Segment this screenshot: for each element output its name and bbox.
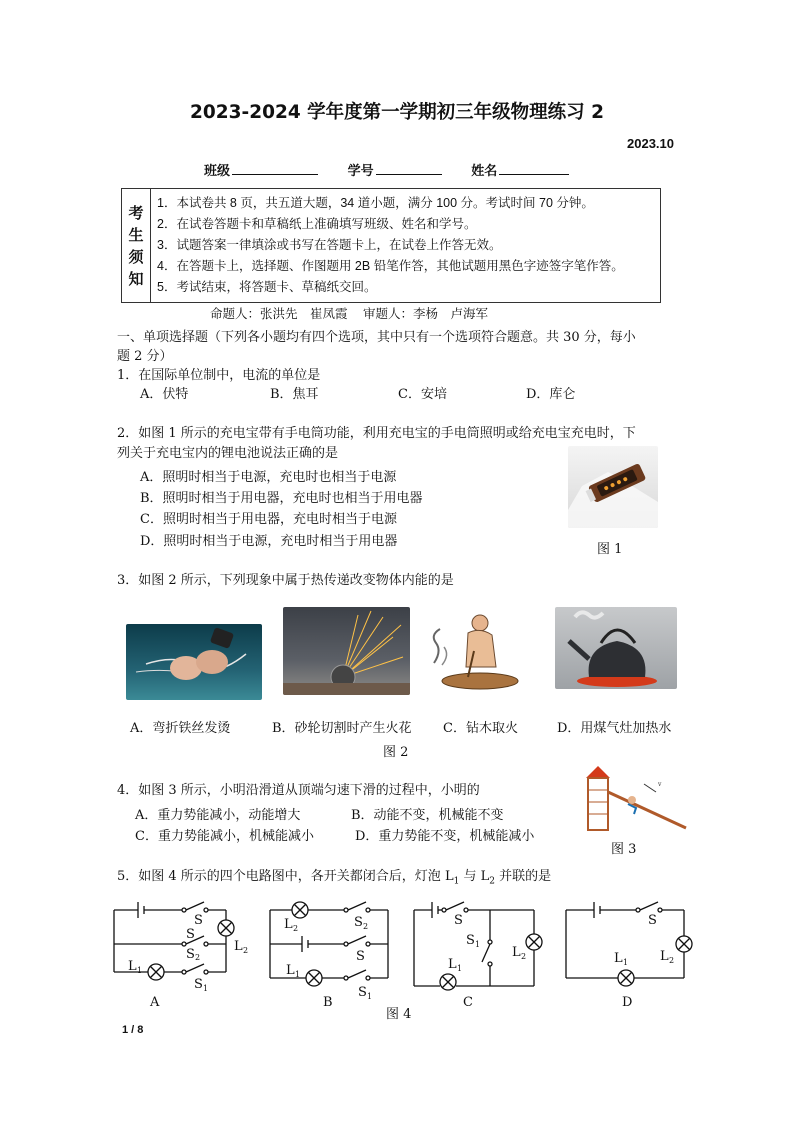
grinding-sparks-photo xyxy=(283,607,410,695)
svg-text:2: 2 xyxy=(521,952,527,961)
svg-text:2: 2 xyxy=(243,946,249,955)
svg-text:L: L xyxy=(284,917,293,932)
svg-text:L: L xyxy=(660,949,669,964)
notice-heading xyxy=(122,189,151,303)
notice-item: 2．在试卷答题卡和草稿纸上准确填写班级、姓名和学号。 xyxy=(157,217,477,231)
q4-option-b[interactable]: B．动能不变，机械能不变 xyxy=(351,808,504,823)
name-blank[interactable] xyxy=(499,162,569,175)
q5-sub-2: 2 xyxy=(489,876,495,887)
q4-option-a[interactable]: A．重力势能减小，动能增大 xyxy=(135,808,301,823)
notice-heading-char: 须 xyxy=(128,247,144,266)
q2-option-b[interactable]: B．照明时相当于用电器，充电时也相当于用电器 xyxy=(140,491,423,506)
svg-text:S: S xyxy=(648,913,657,928)
svg-text:1: 1 xyxy=(137,966,143,975)
notice-heading-char: 知 xyxy=(128,269,144,288)
q1-stem: 1．在国际单位制中，电流的单位是 xyxy=(117,368,321,383)
figure-3-caption: 图 3 xyxy=(611,842,637,857)
q3-option-d[interactable]: D．用煤气灶加热水 xyxy=(557,721,672,736)
notice-item: 3．试题答案一律填涂或书写在答题卡上，在试卷上作答无效。 xyxy=(157,238,502,252)
notice-item: 5．考试结束，将答题卡、草稿纸交回。 xyxy=(157,280,377,294)
exam-title: 2023-2024 学年度第一学期初三年级物理练习 2 xyxy=(190,102,604,123)
figure-4-caption: 图 4 xyxy=(386,1007,412,1022)
svg-text:S: S xyxy=(358,985,367,1000)
q5-stem-text: 并联的是 xyxy=(494,869,552,884)
circuit-a-label: A xyxy=(150,995,160,1010)
authors-line xyxy=(210,304,500,322)
q5-stem xyxy=(117,867,551,892)
svg-text:1: 1 xyxy=(475,940,481,949)
student-info-row xyxy=(204,160,595,179)
q2-option-c[interactable]: C．照明时相当于用电器，充电时相当于电源 xyxy=(140,512,397,527)
q2-stem-cont: 列关于充电宝内的锂电池说法正确的是 xyxy=(117,446,339,461)
q3-option-c[interactable]: C．钻木取火 xyxy=(443,721,518,736)
setters: 命题人：张洪先 崔凤霞 xyxy=(210,307,348,321)
svg-text:S: S xyxy=(454,913,463,928)
svg-text:L: L xyxy=(128,959,137,974)
circuit-diagrams xyxy=(108,898,708,1020)
svg-text:2: 2 xyxy=(195,953,201,962)
svg-text:2: 2 xyxy=(669,956,675,965)
q5-sub-1: 1 xyxy=(453,876,460,887)
q5-stem-text: 与 L xyxy=(459,869,490,884)
reviewers: 审题人：李杨 卢海军 xyxy=(363,307,489,321)
svg-text:1: 1 xyxy=(457,964,463,973)
class-blank[interactable] xyxy=(232,162,318,175)
q5-stem-text: 5．如图 4 所示的四个电路图中，各开关都闭合后，灯泡 L xyxy=(117,869,454,884)
q2-stem: 2．如图 1 所示的充电宝带有手电筒功能，利用充电宝的手电筒照明或给充电宝充电时，下 xyxy=(117,426,636,441)
id-label: 学号 xyxy=(347,163,374,178)
notice-heading-char: 生 xyxy=(128,225,144,244)
name-label: 姓名 xyxy=(471,163,498,178)
circuit-d-label: D xyxy=(622,995,633,1010)
q4-option-d[interactable]: D．重力势能不变，机械能减小 xyxy=(355,829,535,844)
q1-option-c[interactable]: C．安培 xyxy=(398,387,447,402)
svg-text:2: 2 xyxy=(293,924,299,933)
svg-text:L: L xyxy=(614,951,623,966)
svg-text:L: L xyxy=(234,939,243,954)
circuit-b-label: B xyxy=(323,995,333,1010)
slide-figure xyxy=(578,764,690,832)
figure-1-caption: 图 1 xyxy=(597,542,623,557)
svg-text:1: 1 xyxy=(367,992,373,1001)
svg-text:S: S xyxy=(466,933,475,948)
notice-list xyxy=(151,189,661,303)
q1-option-d[interactable]: D．库仑 xyxy=(526,387,576,402)
page-number: 1 / 8 xyxy=(122,1024,144,1036)
svg-text:1: 1 xyxy=(203,984,209,993)
svg-text:1: 1 xyxy=(295,970,301,979)
q3-option-b[interactable]: B．砂轮切割时产生火花 xyxy=(272,721,412,736)
bending-wire-photo xyxy=(126,624,262,700)
section1-heading: 一、单项选择题（下列各小题均有四个选项，其中只有一个选项符合题意。共 30 分，每小 xyxy=(117,330,636,345)
svg-text:S: S xyxy=(356,949,365,964)
q2-option-d[interactable]: D．照明时相当于电源，充电时相当于用电器 xyxy=(140,534,398,549)
power-bank-photo xyxy=(568,446,658,528)
q4-option-c[interactable]: C．重力势能减小，机械能减小 xyxy=(135,829,314,844)
svg-text:v: v xyxy=(658,781,662,788)
notice-item: 4．在答题卡上，选择题、作图题用 2B 铅笔作答，其他试题用黑色字迹签字笔作答。 xyxy=(157,259,624,273)
svg-text:S: S xyxy=(194,977,203,992)
notice-box xyxy=(121,188,661,303)
notice-item: 1．本试卷共 8 页，共五道大题，34 道小题，满分 100 分。考试时间 70 分钟。 xyxy=(157,196,594,210)
gas-stove-kettle-photo xyxy=(555,607,677,689)
q3-stem: 3．如图 2 所示，下列现象中属于热传递改变物体内能的是 xyxy=(117,573,454,588)
figure-2-caption: 图 2 xyxy=(383,745,409,760)
class-label: 班级 xyxy=(204,163,231,178)
q3-option-a[interactable]: A．弯折铁丝发烫 xyxy=(130,721,231,736)
drilling-wood-fire-photo xyxy=(428,607,528,695)
q2-option-a[interactable]: A．照明时相当于电源，充电时也相当于电源 xyxy=(140,470,397,485)
svg-text:S: S xyxy=(354,915,363,930)
q1-option-a[interactable]: A．伏特 xyxy=(140,387,189,402)
q1-option-b[interactable]: B．焦耳 xyxy=(270,387,319,402)
q4-stem: 4．如图 3 所示，小明沿滑道从顶端匀速下滑的过程中，小明的 xyxy=(117,783,480,798)
svg-text:S: S xyxy=(186,947,195,962)
circuit-d[interactable] xyxy=(566,902,692,986)
svg-text:L: L xyxy=(512,945,521,960)
section1-heading-cont: 题 2 分） xyxy=(117,349,173,364)
svg-text:2: 2 xyxy=(363,922,369,931)
svg-text:L: L xyxy=(448,957,457,972)
id-blank[interactable] xyxy=(376,162,442,175)
circuit-c-label: C xyxy=(463,995,473,1010)
svg-text:S: S xyxy=(186,927,195,942)
svg-text:1: 1 xyxy=(623,958,629,967)
svg-text:S: S xyxy=(194,913,203,928)
svg-text:L: L xyxy=(286,963,295,978)
exam-date: 2023.10 xyxy=(627,136,674,151)
notice-heading-char: 考 xyxy=(128,203,144,222)
